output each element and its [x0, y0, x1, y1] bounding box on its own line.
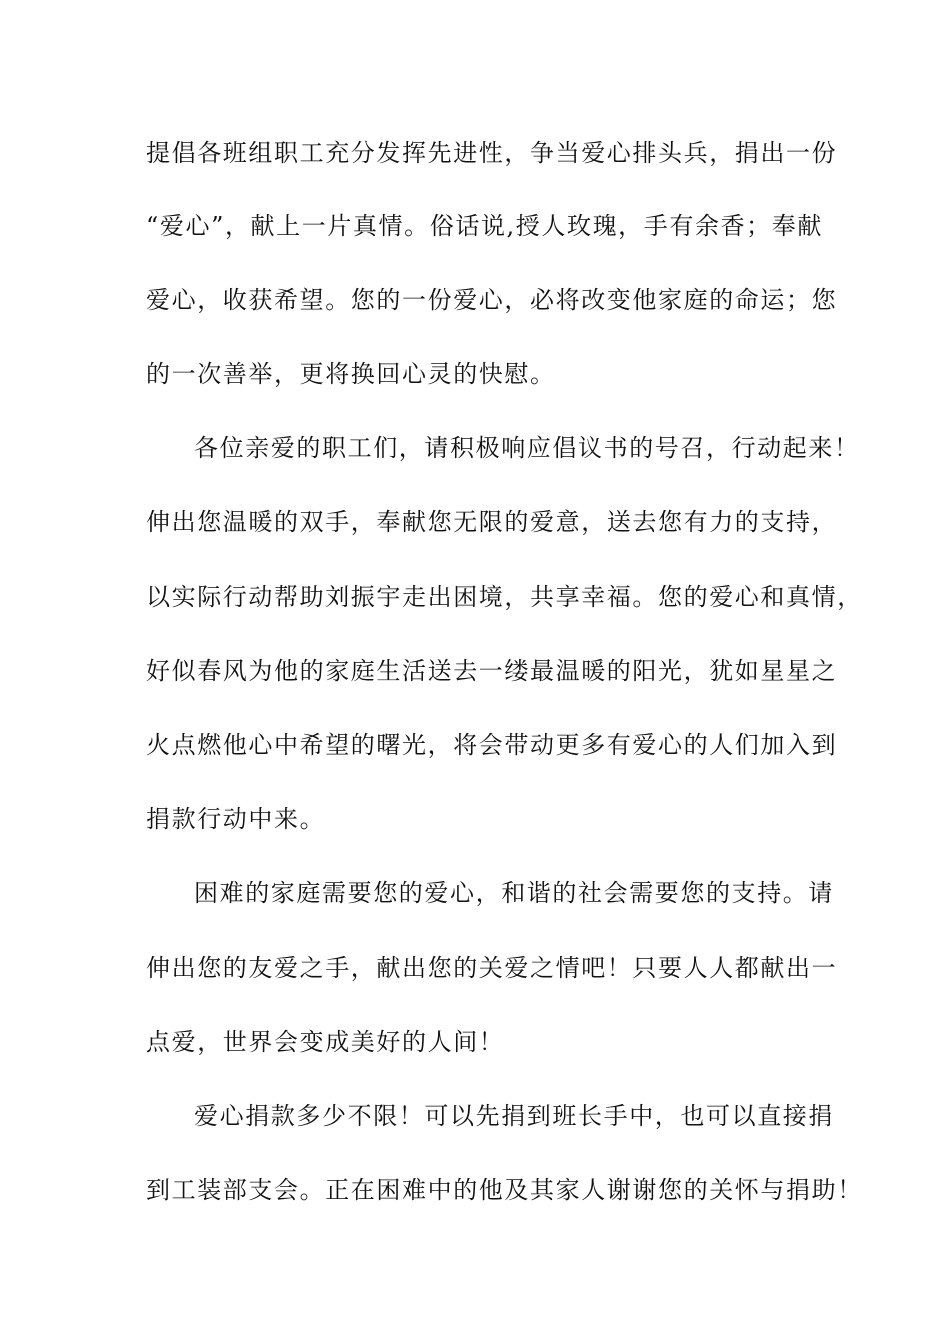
text-line-13: 点爱，世界会变成美好的人间！: [146, 1028, 505, 1056]
text-line-9: 火点燃他心中希望的曙光，将会带动更多有爱心的人们加入到: [146, 731, 838, 759]
text-line-14: 爱心捐款多少不限！可以先捐到班长手中，也可以直接捐: [194, 1102, 834, 1130]
text-line-11: 困难的家庭需要您的爱心，和谐的社会需要您的支持。请: [194, 879, 834, 907]
text-line-5: 各位亲爱的职工们，请积极响应倡议书的号召，行动起来！: [194, 434, 860, 462]
text-line-15: 到工装部支会。正在困难中的他及其家人谢谢您的关怀与捐助！: [146, 1176, 863, 1204]
text-line-2: “爱心”，献上一片真情。俗话说,授人玫瑰，手有余香；奉献: [146, 212, 823, 240]
text-line-3: 爱心，收获希望。您的一份爱心，必将改变他家庭的命运；您: [146, 286, 838, 314]
text-line-12: 伸出您的友爱之手，献出您的关爱之情吧！只要人人都献出一: [146, 954, 838, 982]
text-line-8: 好似春风为他的家庭生活送去一缕最温暖的阳光，犹如星星之: [146, 657, 838, 685]
text-line-4: 的一次善举，更将换回心灵的快慰。: [146, 360, 556, 388]
text-line-6: 伸出您温暖的双手，奉献您无限的爱意，送去您有力的支持，: [146, 508, 838, 536]
text-line-10: 捐款行动中来。: [146, 805, 326, 833]
text-line-7: 以实际行动帮助刘振宇走出困境，共享幸福。您的爱心和真情，: [146, 583, 863, 611]
text-line-1: 提倡各班组职工充分发挥先进性，争当爱心排头兵，捐出一份: [146, 139, 838, 167]
